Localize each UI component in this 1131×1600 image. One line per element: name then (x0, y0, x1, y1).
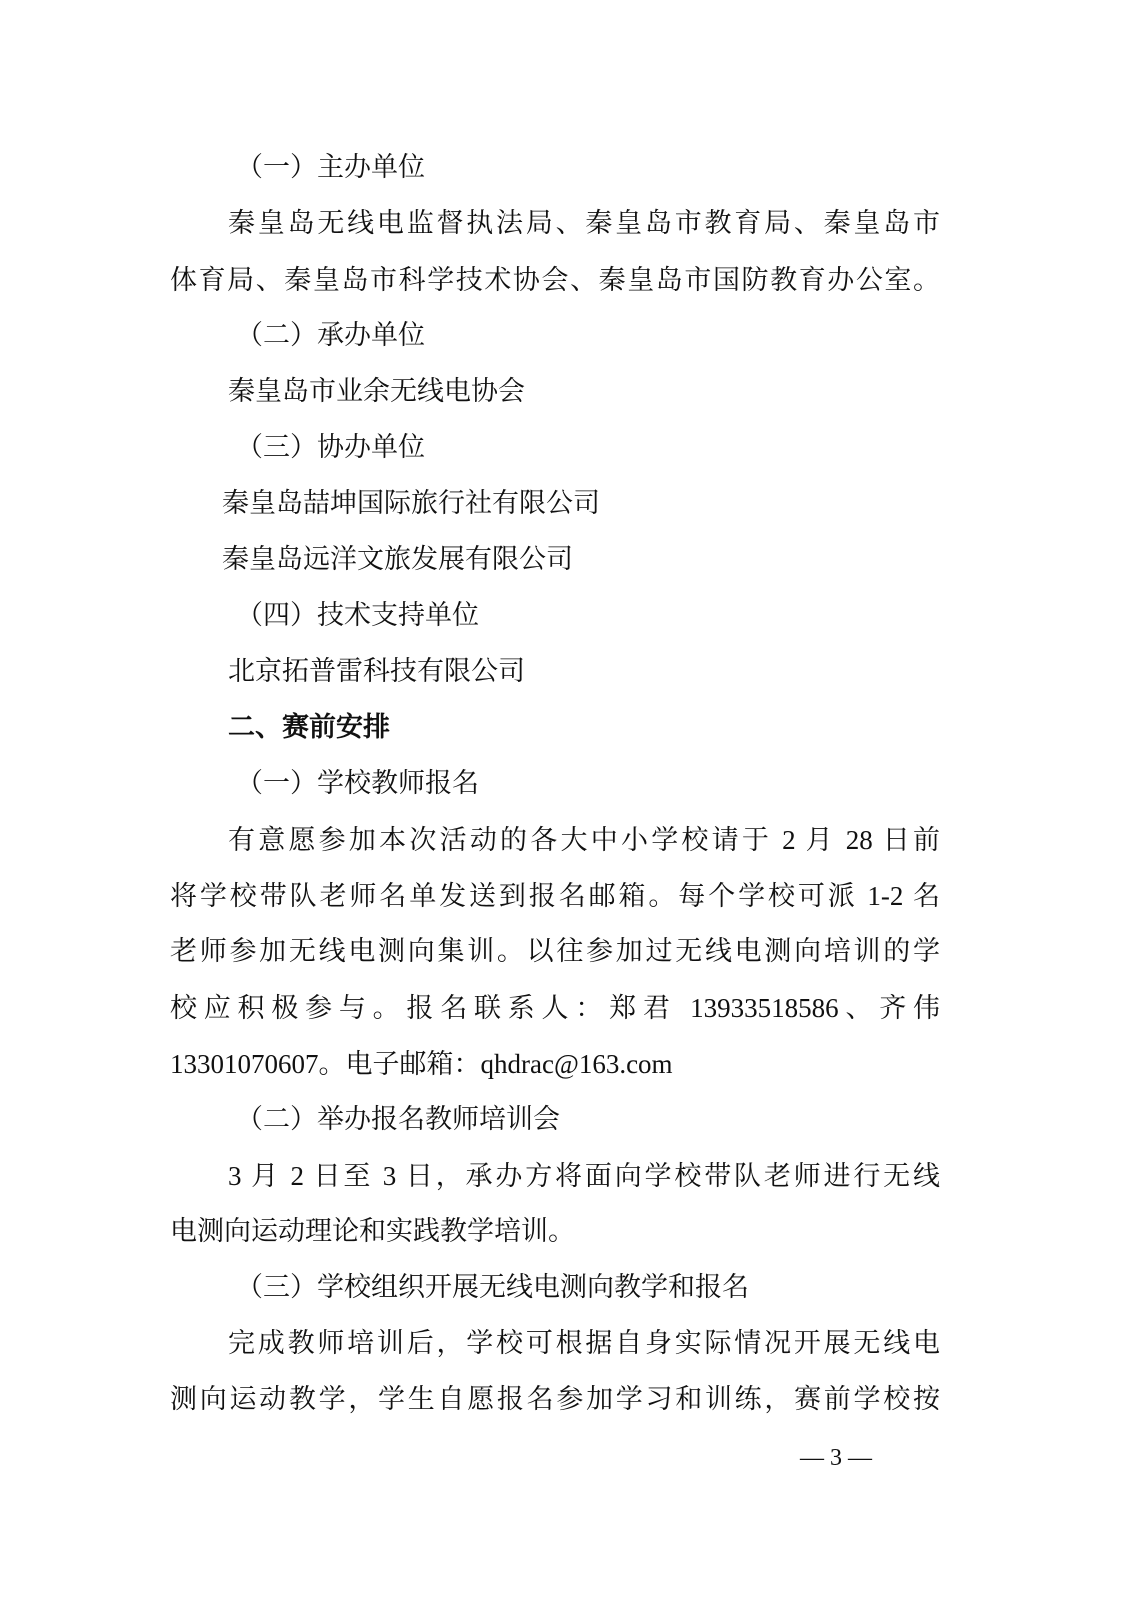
tech-support-text: 北京拓普雷科技有限公司 (228, 656, 525, 687)
heading-sponsor: （一）主办单位 (236, 152, 425, 183)
registration-line-5: 13301070607。电子邮箱：qhdrac@163.com (170, 1049, 673, 1079)
organizer-text: 秦皇岛市业余无线电协会 (228, 376, 525, 407)
co-organizer-2: 秦皇岛远洋文旅发展有限公司 (222, 544, 573, 575)
heading-tech-support: （四）技术支持单位 (236, 600, 479, 631)
registration-line-2: 将学校带队老师名单发送到报名邮箱。每个学校可派 1-2 名 (170, 881, 940, 911)
sponsor-text-line-1: 秦皇岛无线电监督执法局、秦皇岛市教育局、秦皇岛市 (228, 208, 940, 239)
training-line-1: 3 月 2 日至 3 日，承办方将面向学校带队老师进行无线 (228, 1161, 940, 1191)
co-organizer-1: 秦皇岛喆坤国际旅行社有限公司 (222, 488, 600, 519)
training-line-2: 电测向运动理论和实践教学培训。 (170, 1216, 575, 1247)
registration-line-4: 校应积极参与。报名联系人：郑君 13933518586、齐伟 (170, 993, 940, 1023)
registration-line-3: 老师参加无线电测向集训。以往参加过无线电测向培训的学 (170, 936, 940, 967)
page-number: — 3 — (800, 1445, 872, 1471)
sponsor-text-line-2: 体育局、秦皇岛市科学技术协会、秦皇岛市国防教育办公室。 (170, 265, 940, 296)
heading-teacher-training: （二）举办报名教师培训会 (236, 1104, 560, 1135)
registration-line-1: 有意愿参加本次活动的各大中小学校请于 2 月 28 日前 (228, 825, 940, 855)
heading-organizer: （二）承办单位 (236, 320, 425, 351)
section-title-pre-match: 二、赛前安排 (228, 712, 390, 743)
school-teaching-line-1: 完成教师培训后，学校可根据自身实际情况开展无线电 (228, 1328, 940, 1359)
heading-school-teaching: （三）学校组织开展无线电测向教学和报名 (236, 1272, 749, 1303)
school-teaching-line-2: 测向运动教学，学生自愿报名参加学习和训练，赛前学校按 (170, 1384, 940, 1415)
heading-teacher-registration: （一）学校教师报名 (236, 768, 479, 799)
heading-co-organizer: （三）协办单位 (236, 432, 425, 463)
